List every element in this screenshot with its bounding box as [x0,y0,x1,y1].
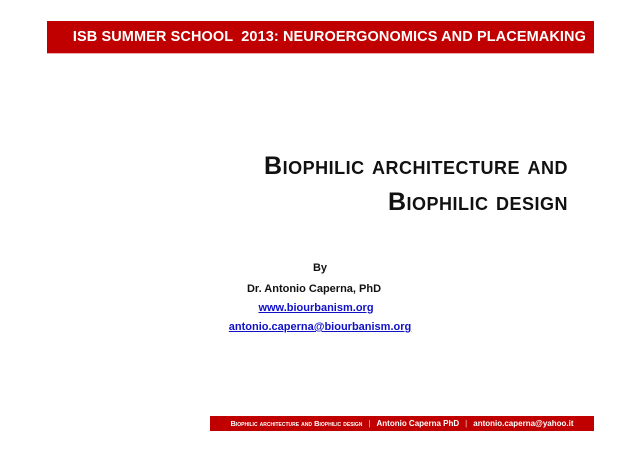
slide-title-line-1: Biophilic architecture and [264,152,568,180]
by-label: By [312,262,328,274]
slide-title-line-2: Biophilic design [387,188,568,216]
footer-separator: | [368,419,371,428]
footer-banner [210,416,594,431]
header-title: ISB SUMMER SCHOOL 2013: NEUROERGONOMICS AND PLACEMAKING [72,29,586,45]
email-link[interactable]: antonio.caperna@biourbanism.org [228,321,412,333]
website-link-wrap [0,302,636,314]
website-link[interactable]: www.biourbanism.org [258,302,374,314]
footer-separator: | [465,419,468,428]
author-name: Dr. Antonio Caperna, PhD [246,283,382,295]
email-link-wrap [0,321,640,333]
footer-email: antonio.caperna@yahoo.it [473,419,574,428]
header-banner [47,21,594,54]
footer-author: Antonio Caperna PhD [376,419,460,428]
footer-title: Biophilic architecture and Biophilic design [230,419,363,428]
